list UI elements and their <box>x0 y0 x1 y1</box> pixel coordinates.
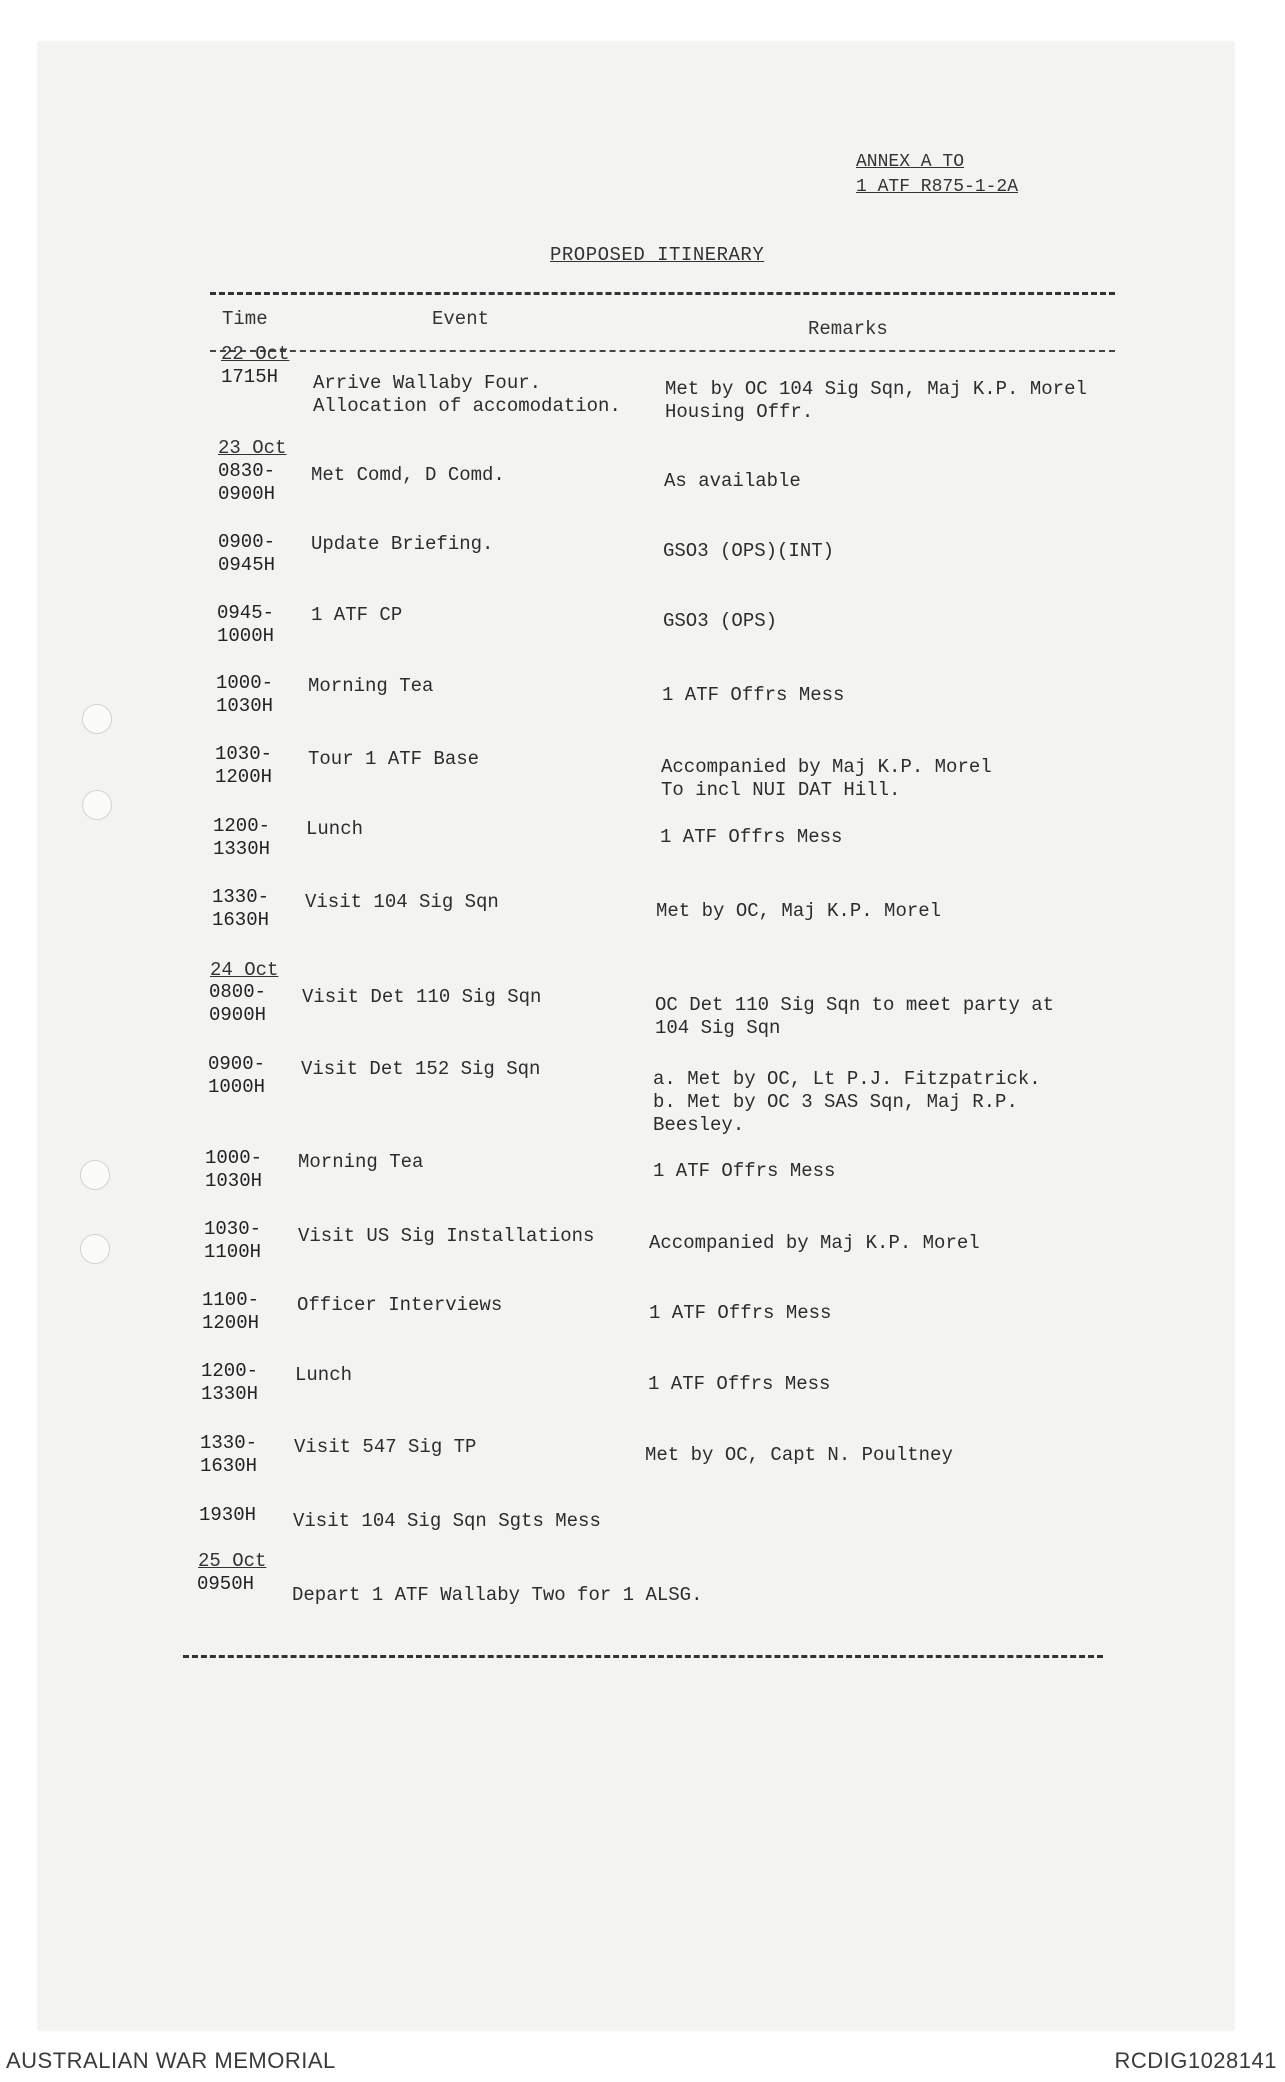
punch-hole <box>82 790 112 820</box>
header-event: Event <box>432 308 490 330</box>
row-time: 1715H <box>221 366 279 388</box>
annex-line-1: ANNEX A TO <box>856 152 965 172</box>
row-time: 1330- 1630H <box>200 1432 258 1477</box>
row-remarks: Met by OC 104 Sig Sqn, Maj K.P. Morel Housing Offr. <box>665 378 1087 423</box>
row-time: 0900- 1000H <box>208 1053 266 1098</box>
row-time: 1930H <box>199 1504 257 1526</box>
row-remarks: a. Met by OC, Lt P.J. Fitzpatrick. b. Met by OC 3 SAS Sqn, Maj R.P. Beesley. <box>653 1068 1041 1136</box>
row-time: 0900- 0945H <box>218 531 276 576</box>
document-title: PROPOSED ITINERARY <box>550 244 765 266</box>
row-time: 1000- 1030H <box>216 672 274 717</box>
row-time: 1200- 1330H <box>213 815 271 860</box>
row-time: 1330- 1630H <box>212 886 270 931</box>
row-remarks: GSO3 (OPS) <box>663 610 778 632</box>
footer-archive-name: AUSTRALIAN WAR MEMORIAL <box>6 2048 336 2073</box>
punch-hole <box>80 1160 110 1190</box>
row-time: 0950H <box>197 1573 255 1595</box>
date-heading: 24 Oct <box>210 959 279 981</box>
punch-hole <box>82 704 112 734</box>
row-remarks: GSO3 (OPS)(INT) <box>663 540 835 562</box>
row-remarks: Accompanied by Maj K.P. Morel To incl NUI DAT Hill. <box>661 756 992 801</box>
row-remarks: Met by OC, Maj K.P. Morel <box>656 900 942 922</box>
row-time: 0830- 0900H <box>218 460 276 505</box>
row-event: Visit 104 Sig Sqn Sgts Mess <box>293 1510 601 1532</box>
row-remarks: OC Det 110 Sig Sqn to meet party at 104 Sig Sqn <box>655 994 1055 1039</box>
row-remarks: Accompanied by Maj K.P. Morel <box>649 1232 980 1254</box>
row-event: Met Comd, D Comd. <box>311 464 505 486</box>
row-remarks: 1 ATF Offrs Mess <box>660 826 843 848</box>
row-event: Morning Tea <box>298 1151 424 1173</box>
row-event: Lunch <box>306 818 364 840</box>
row-remarks: 1 ATF Offrs Mess <box>648 1373 831 1395</box>
row-event: Depart 1 ATF Wallaby Two for 1 ALSG. <box>292 1584 703 1606</box>
row-event: Officer Interviews <box>297 1294 503 1316</box>
row-time: 1100- 1200H <box>202 1289 260 1334</box>
annex-line-2: 1 ATF R875-1-2A <box>856 177 1019 197</box>
row-time: 1030- 1200H <box>215 743 273 788</box>
bottom-rule <box>183 1655 1103 1658</box>
row-event: Update Briefing. <box>311 533 494 555</box>
row-event: Tour 1 ATF Base <box>308 748 480 770</box>
top-rule <box>210 292 1115 295</box>
row-event: Visit 547 Sig TP <box>294 1436 477 1458</box>
footer-record-id: RCDIG1028141 <box>1114 2048 1277 2073</box>
row-remarks: 1 ATF Offrs Mess <box>662 684 845 706</box>
row-event: Visit US Sig Installations <box>298 1225 595 1247</box>
date-heading: 22 Oct <box>221 343 290 365</box>
row-time: 1000- 1030H <box>205 1147 263 1192</box>
row-event: 1 ATF CP <box>311 604 403 626</box>
row-remarks: 1 ATF Offrs Mess <box>649 1302 832 1324</box>
row-event: Visit 104 Sig Sqn <box>305 891 499 913</box>
row-time: 0945- 1000H <box>217 602 275 647</box>
row-remarks: 1 ATF Offrs Mess <box>653 1160 836 1182</box>
row-event: Lunch <box>295 1364 353 1386</box>
row-event: Morning Tea <box>308 675 434 697</box>
row-time: 1030- 1100H <box>204 1218 262 1263</box>
header-rule <box>210 350 1115 352</box>
header-time: Time <box>222 308 268 330</box>
row-time: 1200- 1330H <box>201 1360 259 1405</box>
header-remarks: Remarks <box>808 318 888 340</box>
row-remarks: Met by OC, Capt N. Poultney <box>645 1444 953 1466</box>
punch-hole <box>80 1234 110 1264</box>
row-remarks: As available <box>664 470 801 492</box>
date-heading: 23 Oct <box>218 437 287 459</box>
annex-reference <box>856 150 1018 200</box>
row-event: Visit Det 110 Sig Sqn <box>302 986 542 1008</box>
date-heading: 25 Oct <box>198 1550 267 1572</box>
row-time: 0800- 0900H <box>209 981 267 1026</box>
row-event: Arrive Wallaby Four. Allocation of accomodation. <box>313 372 621 417</box>
row-event: Visit Det 152 Sig Sqn <box>301 1058 541 1080</box>
